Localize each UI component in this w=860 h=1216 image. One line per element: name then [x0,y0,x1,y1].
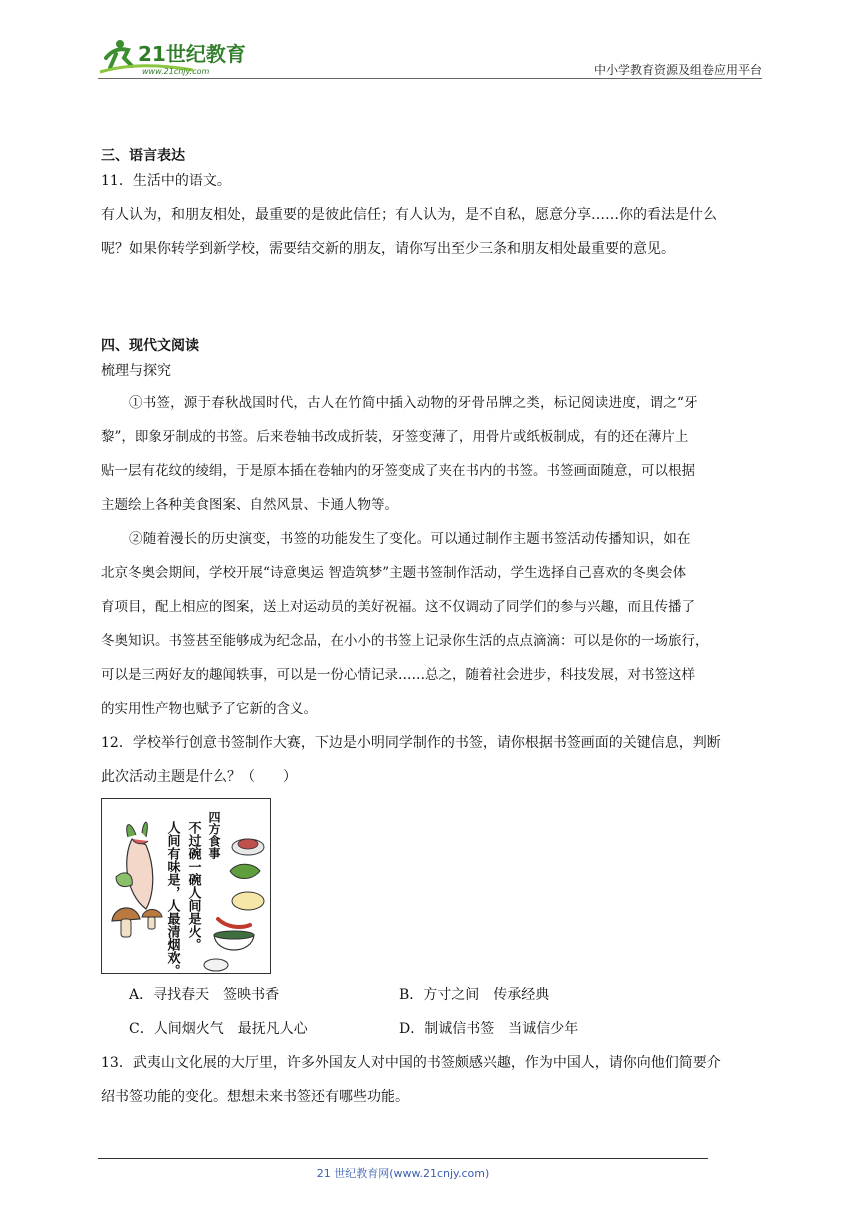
passage-1-line: 黎”，即象牙制成的书签。后来卷轴书改成折装，牙签变薄了，用骨片或纸板制成，有的还在薄片上 [101,429,689,445]
question-12-options [101,978,769,1046]
passage-2-line: 冬奥知识。书签甚至能够成为纪念品，在小小的书签上记录你生活的点点滴滴：可以是你的一场旅行， [101,633,709,649]
page-header [98,36,762,80]
question-13-line-2: 绍书签功能的变化。想想未来书签还有哪些功能。 [101,1089,409,1105]
logo-url: www.21cnjy.com [142,67,210,76]
bookmark-text-column-3: 四方食事 [207,811,221,859]
bookmark-illustration [102,799,270,973]
footer-text[interactable]: 21 世纪教育网(www.21cnjy.com) [316,1167,490,1180]
answer-space [101,266,769,324]
section-4-subtitle: 梳理与探究 [101,363,171,379]
greens-icon [230,864,260,878]
question-11-line-2: 呢？如果你转学到新学校，需要结交新的朋友，请你写出至少三条和朋友相处最重要的意见。 [101,241,675,257]
passage-paragraph-2 [101,522,769,726]
option-a[interactable]: A．寻找春天 签映书香 [129,987,280,1003]
logo-text: 21世纪教育 [138,42,246,66]
question-11-line-1: 有人认为，和朋友相处，最重要的是彼此信任；有人认为，是不自私，愿意分享……你的看法是什么 [101,207,717,223]
passage-1-line: 贴一层有花纹的绫绢，于是原本插在卷轴内的牙签变成了夹在书内的书签。书签画面随意，可以根据 [101,463,695,479]
footer-divider [98,1158,708,1159]
passage-2-line: ②随着漫长的历史演变，书签的功能发生了变化。可以通过制作主题书签活动传播知识，如在 [129,531,691,547]
radish-icon [127,822,153,909]
option-c[interactable]: C．人间烟火气 最抚凡人心 [129,1021,308,1037]
header-divider [98,78,762,79]
question-11-title: 11．生活中的语文。 [101,173,231,189]
dumpling-icon [204,959,228,971]
question-13-line-1: 13．武夷山文化展的大厅里，许多外国友人对中国的书签颇感兴趣，作为中国人，请你向他们简要介 [101,1055,721,1071]
options-row-2 [101,1012,769,1046]
question-12-line-1: 12．学校举行创意书签制作大赛，下边是小明同学制作的书签，请你根据书签画面的关键信息，判断 [101,735,721,751]
passage-2-line: 育项目，配上相应的图案，送上对运动员的美好祝福。这不仅调动了同学们的参与兴趣，而且传播了 [101,599,695,615]
option-d[interactable]: D．制诚信书签 当诚信少年 [399,1021,579,1037]
mushroom-icon [112,908,162,937]
chili-icon [218,919,250,927]
option-b[interactable]: B．方寸之间 传承经典 [399,987,550,1003]
bowl-icon [214,931,254,950]
bookmark-text-column-1: 人间有味是，人最清烟欢。 [164,821,180,973]
bookmark-text-column-2: 不过碗一碗人间是火。 [185,821,201,951]
passage-2-line: 可以是三两好友的趣闻轶事，可以是一份心情记录……总之，随着社会进步，科技发展，对书签这样 [101,667,695,683]
options-row-1 [101,978,769,1012]
passage-2-line: 北京冬奥会期间，学校开展“诗意奥运 智造筑梦”主题书签制作活动，学生选择自己喜欢的冬奥会体 [101,565,687,581]
egg-dish-icon [232,892,264,910]
section-4-title: 四、现代文阅读 [101,338,199,354]
passage-paragraph-1 [101,386,769,522]
section-3-title: 三、语言表达 [101,148,185,164]
main-content [101,146,769,1114]
leaf-icon [116,873,132,887]
question-12-line-2: 此次活动主题是什么？（ ） [101,769,297,785]
passage-1-line: 主题绘上各种美食图案、自然风景、卡通人物等。 [101,497,398,513]
meat-dish-icon [232,839,264,855]
bookmark-image [101,798,271,974]
passage-2-line: 的实用性产物也赋予了它新的含义。 [101,701,317,717]
passage-1-line: ①书签，源于春秋战国时代，古人在竹简中插入动物的牙骨吊牌之类，标记阅读进度，谓之“牙 [129,395,698,411]
header-title: 中小学教育资源及组卷应用平台 [593,63,762,77]
site-logo [98,36,268,80]
